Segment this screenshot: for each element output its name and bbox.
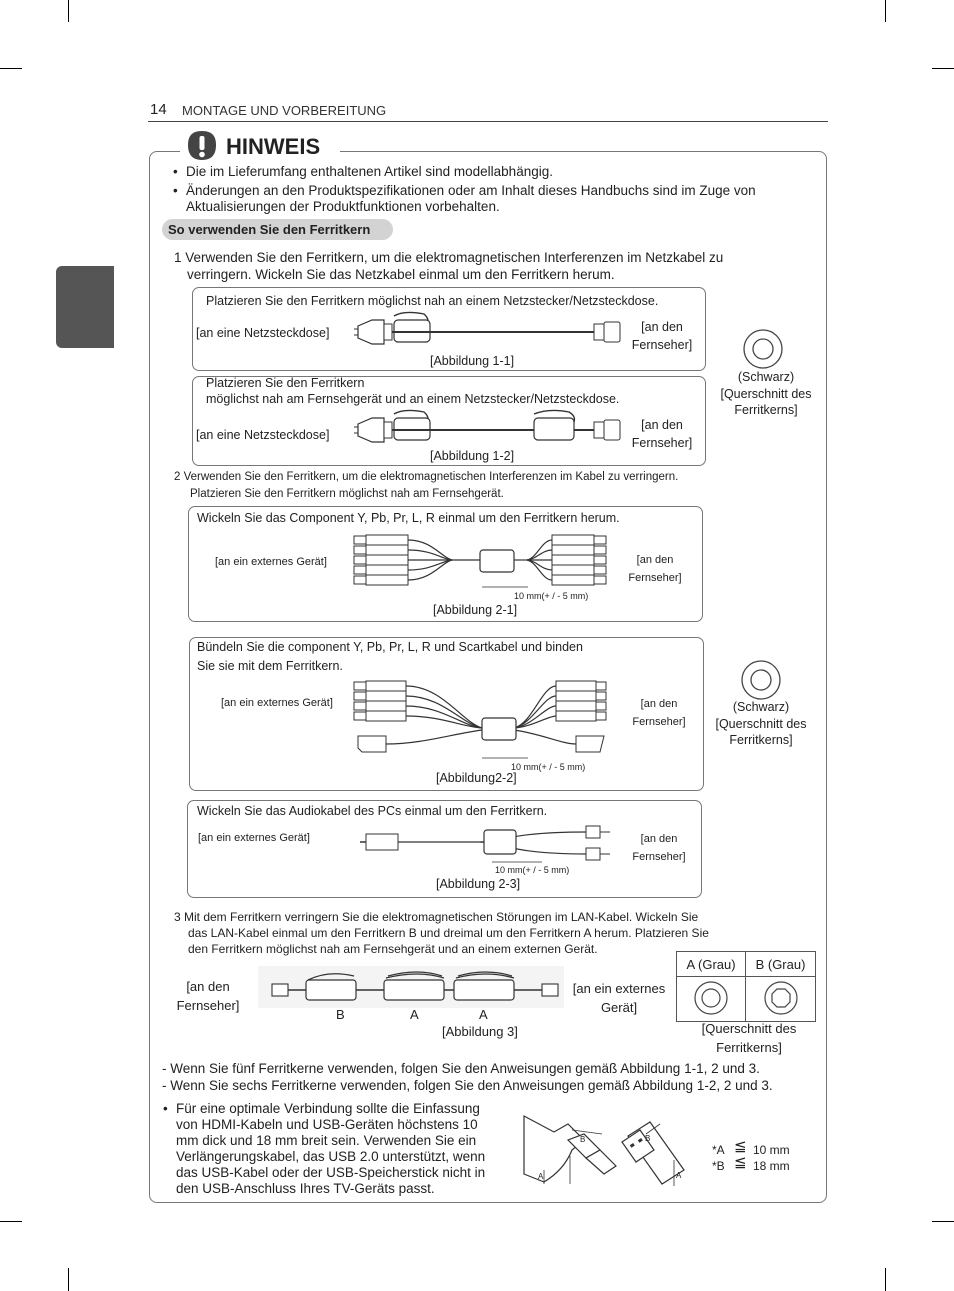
less-equal-icon: ≦ <box>734 1154 747 1171</box>
external-device-label-line: Gerät] <box>600 1000 638 1015</box>
bullet-text: Die im Lieferumfang enthaltenen Artikel sind modellabhängig. <box>186 164 553 179</box>
table-cell-a <box>677 977 746 1022</box>
bullet-text-continued: Aktualisierungen der Produktfunktionen vorbehalten. <box>186 199 500 214</box>
lan-cable-illustration <box>258 966 564 1008</box>
bullet-marker: • <box>173 183 178 198</box>
tv-label <box>622 695 696 731</box>
source-label: [an eine Netzsteckdose] <box>196 428 330 442</box>
cross-section-label-line: (Schwarz) <box>737 370 795 384</box>
core-label-a: A <box>410 1007 419 1022</box>
usb-note-line: mm dick und 18 mm breit sein. Verwenden Sie ein <box>176 1133 477 1148</box>
cross-section-label-line: [Querschnitt des <box>701 1021 797 1036</box>
diagram-letter: B <box>645 1134 651 1143</box>
tv-label-line: Fernseher] <box>176 998 240 1013</box>
diagram-letter: A <box>538 1172 544 1181</box>
spec-label: *A <box>712 1143 725 1157</box>
figure-caption: Wickeln Sie das Component Y, Pb, Pr, L, R einmal um den Ferritkern herum. <box>197 511 620 525</box>
bullet-text: Änderungen an den Produktspezifikationen oder am Inhalt dieses Handbuchs sind im Zuge von <box>186 183 756 198</box>
usb-note-text <box>176 1101 485 1197</box>
power-cable-illustration <box>354 310 624 354</box>
crop-mark <box>68 1268 69 1291</box>
dimension-label: 10 mm(+ / - 5 mm) <box>514 591 589 601</box>
figure-label: [Abbildung 2-1] <box>433 603 518 617</box>
audio-cable-illustration <box>360 822 612 864</box>
component-scart-cable-illustration <box>352 678 610 764</box>
power-cable-illustration <box>354 408 624 452</box>
tv-label <box>622 318 702 354</box>
language-tab-label: DEUTSCH <box>116 270 130 336</box>
tv-label-line: [an den <box>641 418 683 432</box>
tv-label-line: [an den <box>641 320 683 334</box>
tv-label-line: Fernseher] <box>631 338 693 352</box>
less-equal-icon: ≦ <box>734 1138 747 1155</box>
cross-section-label-line: Ferritkerns] <box>734 403 798 417</box>
page-number: 14 <box>150 101 167 118</box>
crop-mark <box>932 68 954 69</box>
step1-text: 1 Verwenden Sie den Ferritkern, um die elektromagnetischen Interferenzen im Netzkabel zu <box>174 250 724 265</box>
source-label: [an ein externes Gerät] <box>198 832 310 844</box>
cross-section-label <box>703 699 819 749</box>
usb-note-line: Für eine optimale Verbindung sollte die Einfassung <box>176 1101 480 1116</box>
tv-label-line: [an den <box>640 833 678 845</box>
ferrite-cross-section-grey-round <box>693 980 729 1016</box>
step3-text: 3 Mit dem Ferritkern verringern Sie die elektromagnetischen Störungen im LAN-Kabel. Wickeln Sie <box>174 910 699 924</box>
ferrite-core-table <box>676 951 816 1022</box>
crop-mark <box>0 68 22 69</box>
note-title: HINWEIS <box>226 134 321 159</box>
figure-label: [Abbildung 1-1] <box>430 354 515 368</box>
crop-mark <box>885 0 886 22</box>
dimension-label: 10 mm(+ / - 5 mm) <box>511 762 586 772</box>
bullet-marker: • <box>163 1101 168 1116</box>
header-rule <box>148 121 828 122</box>
cross-section-label-line: [Querschnitt des <box>720 386 812 401</box>
figure-caption: Platzieren Sie den Ferritkern möglichst nah an einem Netzstecker/Netzsteckdose. <box>206 294 659 308</box>
dimension-label: 10 mm(+ / - 5 mm) <box>495 865 570 875</box>
tv-label-line: [an den <box>636 554 674 566</box>
tv-label-line: Fernseher] <box>632 716 686 728</box>
table-header-b: B (Grau) <box>746 952 816 977</box>
source-label: [an ein externes Gerät] <box>221 697 333 709</box>
step3-text-continued: das LAN-Kabel einmal um den Ferritkern B und dreimal um den Ferritkern A herum. Platzieren Sie <box>188 926 709 940</box>
tv-label-line: Fernseher] <box>628 572 682 584</box>
figure-label: [Abbildung 1-2] <box>430 449 515 463</box>
spec-value: 10 mm <box>753 1143 790 1157</box>
tv-label <box>168 977 248 1015</box>
ferrite-cross-section-black <box>740 659 782 701</box>
diagram-letter: B <box>580 1135 586 1144</box>
tv-label-line: [an den <box>640 698 678 710</box>
dash-note: - Wenn Sie fünf Ferritkerne verwenden, folgen Sie den Anweisungen gemäß Abbildung 1-1, 2 und 3. <box>162 1061 760 1076</box>
crop-mark <box>932 1221 954 1222</box>
crop-mark <box>885 1268 886 1291</box>
tv-label <box>618 551 692 587</box>
step3-text-continued: den Ferritkern möglichst nah am Fernsehgerät und an einem externen Gerät. <box>188 942 598 956</box>
external-device-label-line: [an ein externes <box>572 981 666 996</box>
figure-caption-continued: Sie sie mit dem Ferritkern. <box>197 659 343 673</box>
tv-label-line: Fernseher] <box>632 851 686 863</box>
usb-note-line: Verlängerungskabel, das USB 2.0 unterstützt, wenn <box>176 1149 486 1164</box>
figure-label: [Abbildung 3] <box>442 1024 518 1039</box>
figure-label: [Abbildung2-2] <box>436 771 517 785</box>
usb-note-line: das USB-Kabel oder der USB-Speicherstick nicht in <box>176 1165 486 1180</box>
ferrite-cross-section-black <box>742 328 784 370</box>
cross-section-label-line: [Querschnitt des <box>715 716 807 731</box>
source-label: [an ein externes Gerät] <box>215 556 327 568</box>
tv-label <box>622 416 702 452</box>
tv-label-line: Fernseher] <box>631 436 693 450</box>
crop-mark <box>68 0 69 22</box>
tv-label <box>622 830 696 866</box>
cross-section-label <box>690 1019 808 1057</box>
tv-label-line: [an den <box>186 979 230 994</box>
table-cell-b <box>746 977 816 1022</box>
crop-mark <box>0 1221 22 1222</box>
external-device-label <box>566 979 672 1017</box>
cross-section-label <box>708 369 824 419</box>
figure-label: [Abbildung 2-3] <box>436 877 521 891</box>
warning-icon <box>186 130 218 162</box>
step2-text-continued: Platzieren Sie den Ferritkern möglichst nah am Fernsehgerät. <box>190 488 504 500</box>
bullet-marker: • <box>173 164 178 179</box>
spec-label: *B <box>712 1159 725 1173</box>
step2-text: 2 Verwenden Sie den Ferritkern, um die elektromagnetischen Interferenzen im Kabel zu verringern. <box>174 471 679 483</box>
figure-caption: Wickeln Sie das Audiokabel des PCs einmal um den Ferritkern. <box>197 804 548 818</box>
core-label-b: B <box>336 1007 345 1022</box>
source-label: [an eine Netzsteckdose] <box>196 326 330 340</box>
figure-caption-continued: möglichst nah am Fernsehgerät und an einem Netzstecker/Netzsteckdose. <box>206 392 620 406</box>
usb-note-line: von HDMI-Kabeln und USB-Geräten höchstens 10 <box>176 1117 478 1132</box>
figure-caption: Platzieren Sie den Ferritkern <box>206 376 365 390</box>
cross-section-label-line: (Schwarz) <box>732 700 790 714</box>
dash-note: - Wenn Sie sechs Ferritkerne verwenden, folgen Sie den Anweisungen gemäß Abbildung 1-2, 2 und 3. <box>162 1078 773 1093</box>
cross-section-label-line: Ferritkerns] <box>729 733 793 747</box>
table-header-a: A (Grau) <box>677 952 746 977</box>
core-label-a: A <box>479 1007 488 1022</box>
ferrite-cross-section-grey-octagon <box>763 980 799 1016</box>
usb-note-line: den USB-Anschluss Ihres TV-Geräts passt. <box>176 1181 435 1196</box>
diagram-letter: A <box>676 1171 682 1180</box>
section-title: MONTAGE UND VORBEREITUNG <box>182 103 387 118</box>
spec-value: 18 mm <box>753 1159 790 1173</box>
step1-text-continued: verringern. Wickeln Sie das Netzkabel einmal um den Ferritkern herum. <box>187 267 615 282</box>
figure-caption: Bündeln Sie die component Y, Pb, Pr, L, R und Scartkabel und binden <box>197 640 583 654</box>
component-cable-illustration <box>352 532 610 590</box>
cross-section-label-line: Ferritkerns] <box>716 1040 782 1055</box>
subheading-text: So verwenden Sie den Ferritkern <box>168 222 371 237</box>
